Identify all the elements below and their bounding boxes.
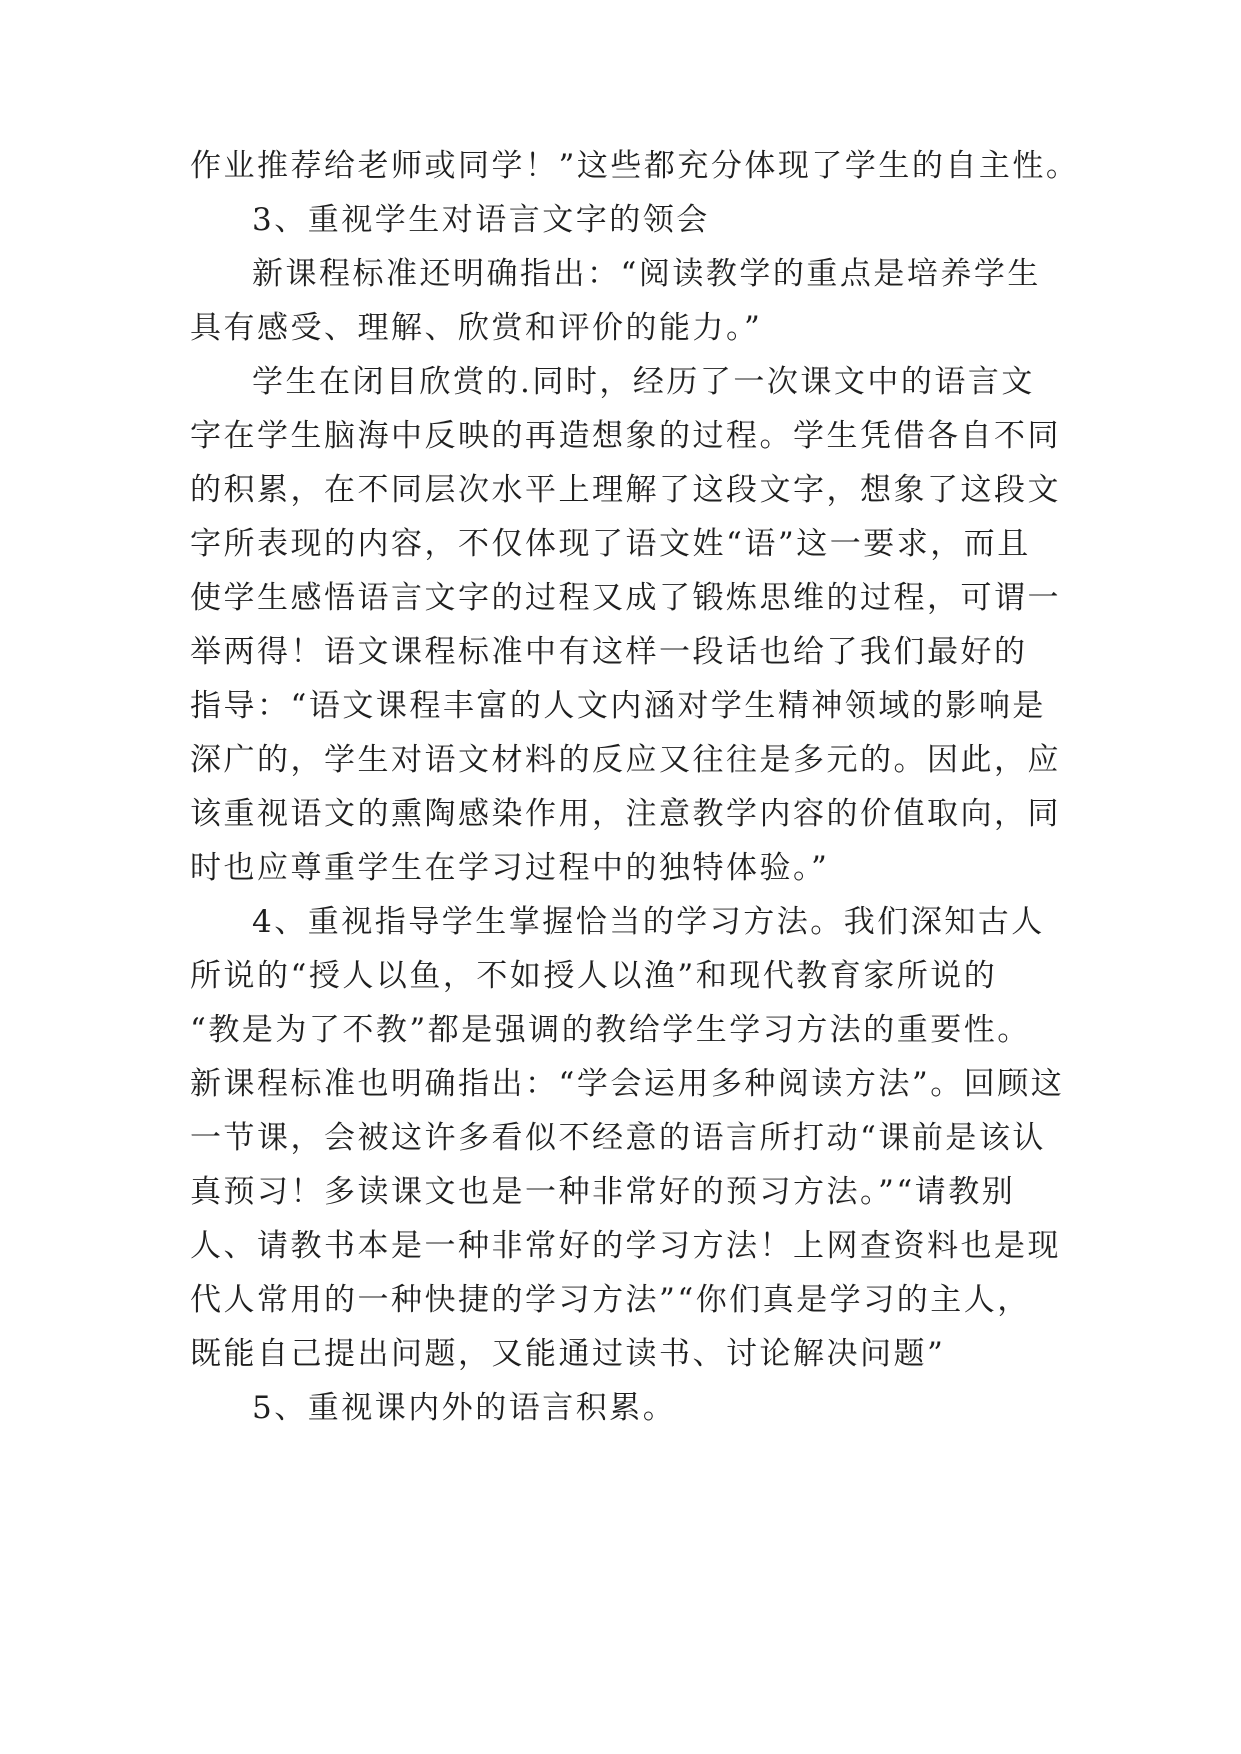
section-heading-3: 3、重视学生对语言文字的领会	[252, 202, 710, 238]
text-line-1: 作业推荐给老师或同学！”这些都充分体现了学生的自主性。	[190, 148, 1080, 184]
text-line-21: 人、请教书本是一种非常好的学习方法！上网查资料也是现	[190, 1228, 1061, 1264]
text-line-6: 字在学生脑海中反映的再造想象的过程。学生凭借各自不同	[190, 418, 1061, 454]
text-line-10: 举两得！语文课程标准中有这样一段话也给了我们最好的	[190, 634, 1028, 670]
text-line-14: 时也应尊重学生在学习过程中的独特体验。”	[190, 850, 830, 886]
text-line-4: 具有感受、理解、欣赏和评价的能力。”	[190, 310, 763, 346]
text-line-11: 指导：“语文课程丰富的人文内涵对学生精神领域的影响是	[190, 688, 1046, 724]
text-line-23: 既能自己提出问题，又能通过读书、讨论解决问题”	[190, 1336, 946, 1372]
text-line-12: 深广的，学生对语文材料的反应又往往是多元的。因此，应	[190, 742, 1061, 778]
text-line-20: 真预习！多读课文也是一种非常好的预习方法。”“请教别	[190, 1174, 1016, 1210]
text-line-22: 代人常用的一种快捷的学习方法”“你们真是学习的主人，	[190, 1282, 1031, 1318]
text-line-5: 学生在闭目欣赏的.同时，经历了一次课文中的语言文	[252, 364, 1035, 400]
text-line-18: 新课程标准也明确指出：“学会运用多种阅读方法”。回顾这	[190, 1066, 1065, 1102]
text-line-7: 的积累，在不同层次水平上理解了这段文字，想象了这段文	[190, 472, 1061, 508]
section-heading-5: 5、重视课内外的语言积累。	[252, 1390, 677, 1426]
section-heading-4: 4、重视指导学生掌握恰当的学习方法。我们深知古人	[252, 904, 1045, 940]
text-line-17: “教是为了不教”都是强调的教给学生学习方法的重要性。	[190, 1012, 1031, 1048]
text-line-16: 所说的“授人以鱼，不如授人以渔”和现代教育家所说的	[190, 958, 998, 994]
text-line-9: 使学生感悟语言文字的过程又成了锻炼思维的过程，可谓一	[190, 580, 1061, 616]
text-line-3: 新课程标准还明确指出：“阅读教学的重点是培养学生	[252, 256, 1041, 292]
text-line-8: 字所表现的内容，不仅体现了语文姓“语”这一要求，而且	[190, 526, 1031, 562]
text-line-19: 一节课，会被这许多看似不经意的语言所打动“课前是该认	[190, 1120, 1046, 1156]
text-line-13: 该重视语文的熏陶感染作用，注意教学内容的价值取向，同	[190, 796, 1061, 832]
